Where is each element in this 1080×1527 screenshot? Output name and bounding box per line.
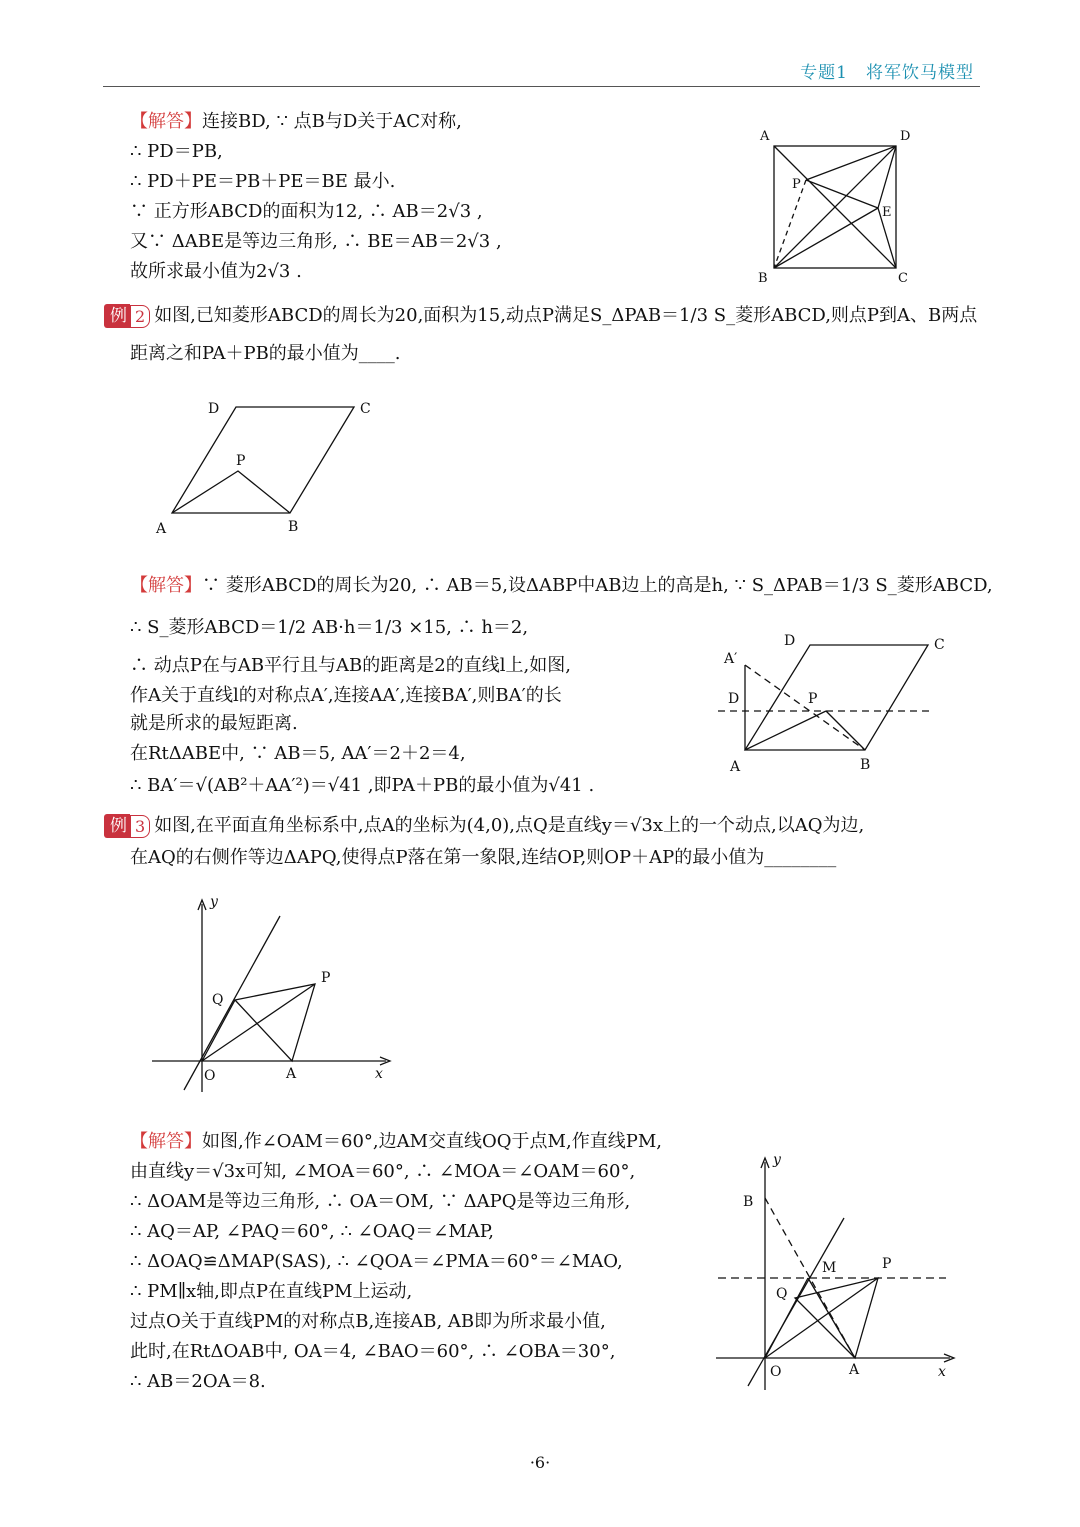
label-a: A — [760, 129, 770, 144]
label-m: M — [822, 1260, 837, 1276]
header-rule — [103, 86, 980, 87]
solution2-line-7: ∴ BA′＝√(AB²＋AA′²)＝√41 ,即PA＋PB的最小值为√41 . — [130, 775, 595, 796]
label-c: C — [898, 271, 908, 286]
solution1-line-1: 【解答】连接BD, ∵ 点B与D关于AC对称, — [130, 111, 462, 132]
solution3-line-9: ∴ AB＝2OA＝8. — [130, 1371, 266, 1392]
square-figure — [750, 120, 930, 290]
label-a: A — [156, 521, 167, 537]
running-header: 专题1 将军饮马模型 — [800, 63, 974, 83]
rhombus-reflection-figure — [710, 625, 960, 780]
page-number: ·6· — [529, 1453, 551, 1472]
example2-text-1: 如图,已知菱形ABCD的周长为20,面积为15,动点P满足S_ΔPAB＝1/3 S_菱形ABCD,则点P到A、B两点 — [154, 305, 978, 326]
label-a: A — [286, 1066, 297, 1082]
axis-x-label: x — [938, 1364, 946, 1380]
solution3-line-7: 过点O关于直线PM的对称点B,连接AB, AB即为所求最小值, — [130, 1311, 606, 1332]
label-a-prime: A′ — [724, 651, 738, 667]
label-p: P — [792, 177, 801, 192]
example3-line-2: 在AQ的右侧作等边ΔAPQ,使得点P落在第一象限,连结OP,则OP＋AP的最小值为________ — [130, 847, 837, 868]
example2-line-1 — [104, 302, 977, 330]
label-c: C — [934, 637, 945, 653]
label-p: P — [882, 1256, 892, 1272]
axis-x-label: x — [375, 1066, 383, 1082]
solution1-line-3: ∴ PD＋PE＝PB＋PE＝BE 最小. — [130, 171, 396, 192]
label-o: O — [204, 1068, 216, 1084]
solution3-line-6: ∴ PM∥x轴,即点P在直线PM上运动, — [130, 1281, 413, 1302]
label-d: D — [208, 401, 220, 417]
rhombus-figure — [150, 395, 390, 545]
label-b: B — [288, 519, 299, 535]
solution2-line-3: ∴ 动点P在与AB平行且与AB的距离是2的直线l上,如图, — [130, 655, 571, 676]
solution1-line-5: 又∵ ΔABE是等边三角形, ∴ BE＝AB＝2√3 , — [130, 231, 502, 252]
solution1-line-6: 故所求最小值为2√3 . — [130, 261, 302, 282]
solution2-line-4: 作A关于直线l的对称点A′,连接AA′,连接BA′,则BA′的长 — [130, 685, 562, 706]
example3-line-1 — [104, 812, 864, 840]
label-q: Q — [212, 992, 224, 1008]
label-c: C — [360, 401, 371, 417]
example2-line-2: 距离之和PA＋PB的最小值为____. — [130, 343, 401, 364]
label-q: Q — [776, 1286, 788, 1302]
example-number: 2 — [130, 305, 150, 328]
label-d: D — [900, 129, 911, 144]
solution3-line-5: ∴ ΔOAQ≌ΔMAP(SAS), ∴ ∠QOA＝∠PMA＝60°＝∠MAO, — [130, 1251, 623, 1272]
solution1-line-2: ∴ PD＝PB, — [130, 141, 223, 162]
axis-y-label: y — [210, 894, 218, 910]
example-number: 3 — [130, 815, 150, 838]
solution2-line-5: 就是所求的最短距离. — [130, 713, 298, 734]
label-b: B — [860, 757, 871, 773]
label-p: P — [808, 691, 818, 707]
solution3-line-2: 由直线y＝√3x可知, ∠MOA＝60°, ∴ ∠MOA＝∠OAM＝60°, — [130, 1161, 636, 1182]
solution1-line-4: ∵ 正方形ABCD的面积为12, ∴ AB＝2√3 , — [130, 201, 483, 222]
label-d-foot: D — [728, 691, 740, 707]
label-o: O — [770, 1364, 782, 1380]
coordinate-figure — [140, 892, 400, 1102]
solution3-line-1: 【解答】如图,作∠OAM＝60°,边AM交直线OQ于点M,作直线PM, — [130, 1131, 662, 1152]
coordinate-reflection-figure — [710, 1150, 960, 1400]
label-e: E — [882, 205, 892, 220]
solution-tag: 【解答】 — [130, 111, 202, 132]
solution2-line-2: ∴ S_菱形ABCD＝1/2 AB·h＝1/3 ×15, ∴ h＝2, — [130, 617, 529, 638]
label-a: A — [730, 759, 741, 775]
solution2-line-1: 【解答】∵ 菱形ABCD的周长为20, ∴ AB＝5,设ΔABP中AB边上的高是h, ∵ S_ΔPAB＝1/3 S_菱形ABCD, — [130, 575, 993, 596]
label-b: B — [758, 271, 768, 286]
label-d: D — [784, 633, 796, 649]
solution-tag: 【解答】 — [130, 1131, 202, 1152]
example3-text-1: 如图,在平面直角坐标系中,点A的坐标为(4,0),点Q是直线y＝√3x上的一个动点,以AQ为边, — [154, 815, 865, 836]
solution2-line-6: 在RtΔABE中, ∵ AB＝5, AA′＝2＋2＝4, — [130, 743, 466, 764]
example-badge: 例 — [104, 304, 130, 328]
solution3-line-3: ∴ ΔOAM是等边三角形, ∴ OA＝OM, ∵ ΔAPQ是等边三角形, — [130, 1191, 631, 1212]
solution-tag: 【解答】 — [130, 575, 202, 596]
label-b: B — [743, 1194, 754, 1210]
label-p: P — [321, 970, 331, 986]
solution3-line-8: 此时,在RtΔOAB中, OA＝4, ∠BAO＝60°, ∴ ∠OBA＝30°, — [130, 1341, 616, 1362]
example-badge: 例 — [104, 814, 130, 838]
label-a: A — [849, 1362, 860, 1378]
axis-y-label: y — [773, 1152, 781, 1168]
label-p: P — [236, 453, 246, 469]
solution3-line-4: ∴ AQ＝AP, ∠PAQ＝60°, ∴ ∠OAQ＝∠MAP, — [130, 1221, 494, 1242]
